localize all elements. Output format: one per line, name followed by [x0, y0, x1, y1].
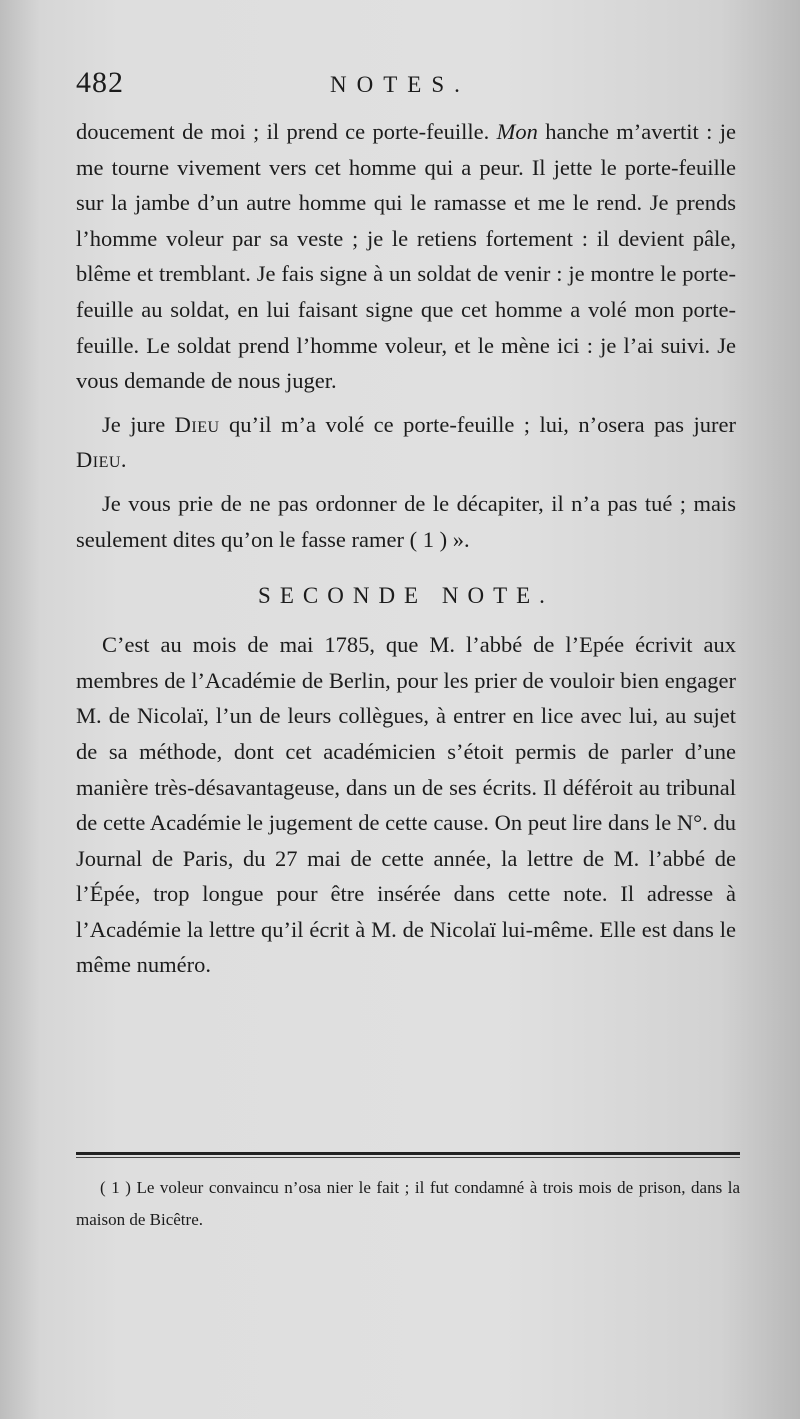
- para2-part-b: qu’il m’a volé ce porte-feuille ; lui, n’osera pas jurer: [219, 411, 736, 437]
- para1-italic-word: Mon: [496, 119, 538, 144]
- section-title: SECONDE NOTE.: [258, 583, 554, 609]
- footnote-divider: [76, 1152, 740, 1158]
- body-text: [76, 114, 736, 983]
- paragraph-oath: [76, 407, 736, 478]
- para2-dieu-2: Dieu: [76, 447, 121, 473]
- footnote: [76, 1172, 740, 1236]
- paragraph-second-note: C’est au mois de mai 1785, que M. l’abbé de l’Epée écrivit aux membres de l’Académie de Berlin, pour les prier de vouloir bien engager M. de Nicolaï, l’un de leurs collègues, à entrer en lice avec lui, au sujet de sa méthode, dont cet académicien s’étoit permis de parler d’une manière très-désavantageuse, dans un de ses écrits. Il déféroit au tribunal de cette Académie le jugement de cette cause. On peut lire dans le N°. du Journal de Paris, du 27 mai de cette année, la lettre de M. l’abbé de l’Épée, trop longue pour être insérée dans cette note. Il adresse à l’Académie la lettre qu’il écrit à M. de Nicolaï lui-même. Elle est dans le même numéro.: [76, 632, 736, 978]
- page-header: [76, 66, 736, 110]
- running-head: NOTES.: [330, 72, 470, 97]
- para2-dieu-1: Dieu: [174, 411, 220, 437]
- footnote-text: ( 1 ) Le voleur convaincu n’osa nier le fait ; il fut condamné à trois mois de prison, dans la maison de Bicêtre.: [76, 1178, 740, 1229]
- paragraph-continued: [76, 114, 736, 399]
- para1-rest: hanche m’avertit : je me tourne vivement vers cet homme qui a peur. Il jette le porte-feuille sur la jambe d’un autre homme qui le ramasse et me le rend. Je prends l’homme voleur par sa veste ; je le retiens fortement : il devient pâle, blême et tremblant. Je fais signe à un soldat de venir : je montre le porte-feuille au soldat, en lui faisant signe que cet homme a volé mon porte-feuille. Le soldat prend l’homme voleur, et le mène ici : je l’ai suivi. Je vous demande de nous juger.: [76, 119, 736, 394]
- paragraph-plea: Je vous prie de ne pas ordonner de le décapiter, il n’a pas tué ; mais seulement dites qu’on le fasse ramer ( 1 ) ».: [76, 490, 736, 552]
- para2-part-a: Je jure: [102, 411, 175, 437]
- para2-part-c: .: [120, 447, 127, 473]
- page-number: 482: [76, 66, 124, 99]
- para1-prefix: doucement de moi ; il prend ce porte-feuille.: [76, 119, 497, 144]
